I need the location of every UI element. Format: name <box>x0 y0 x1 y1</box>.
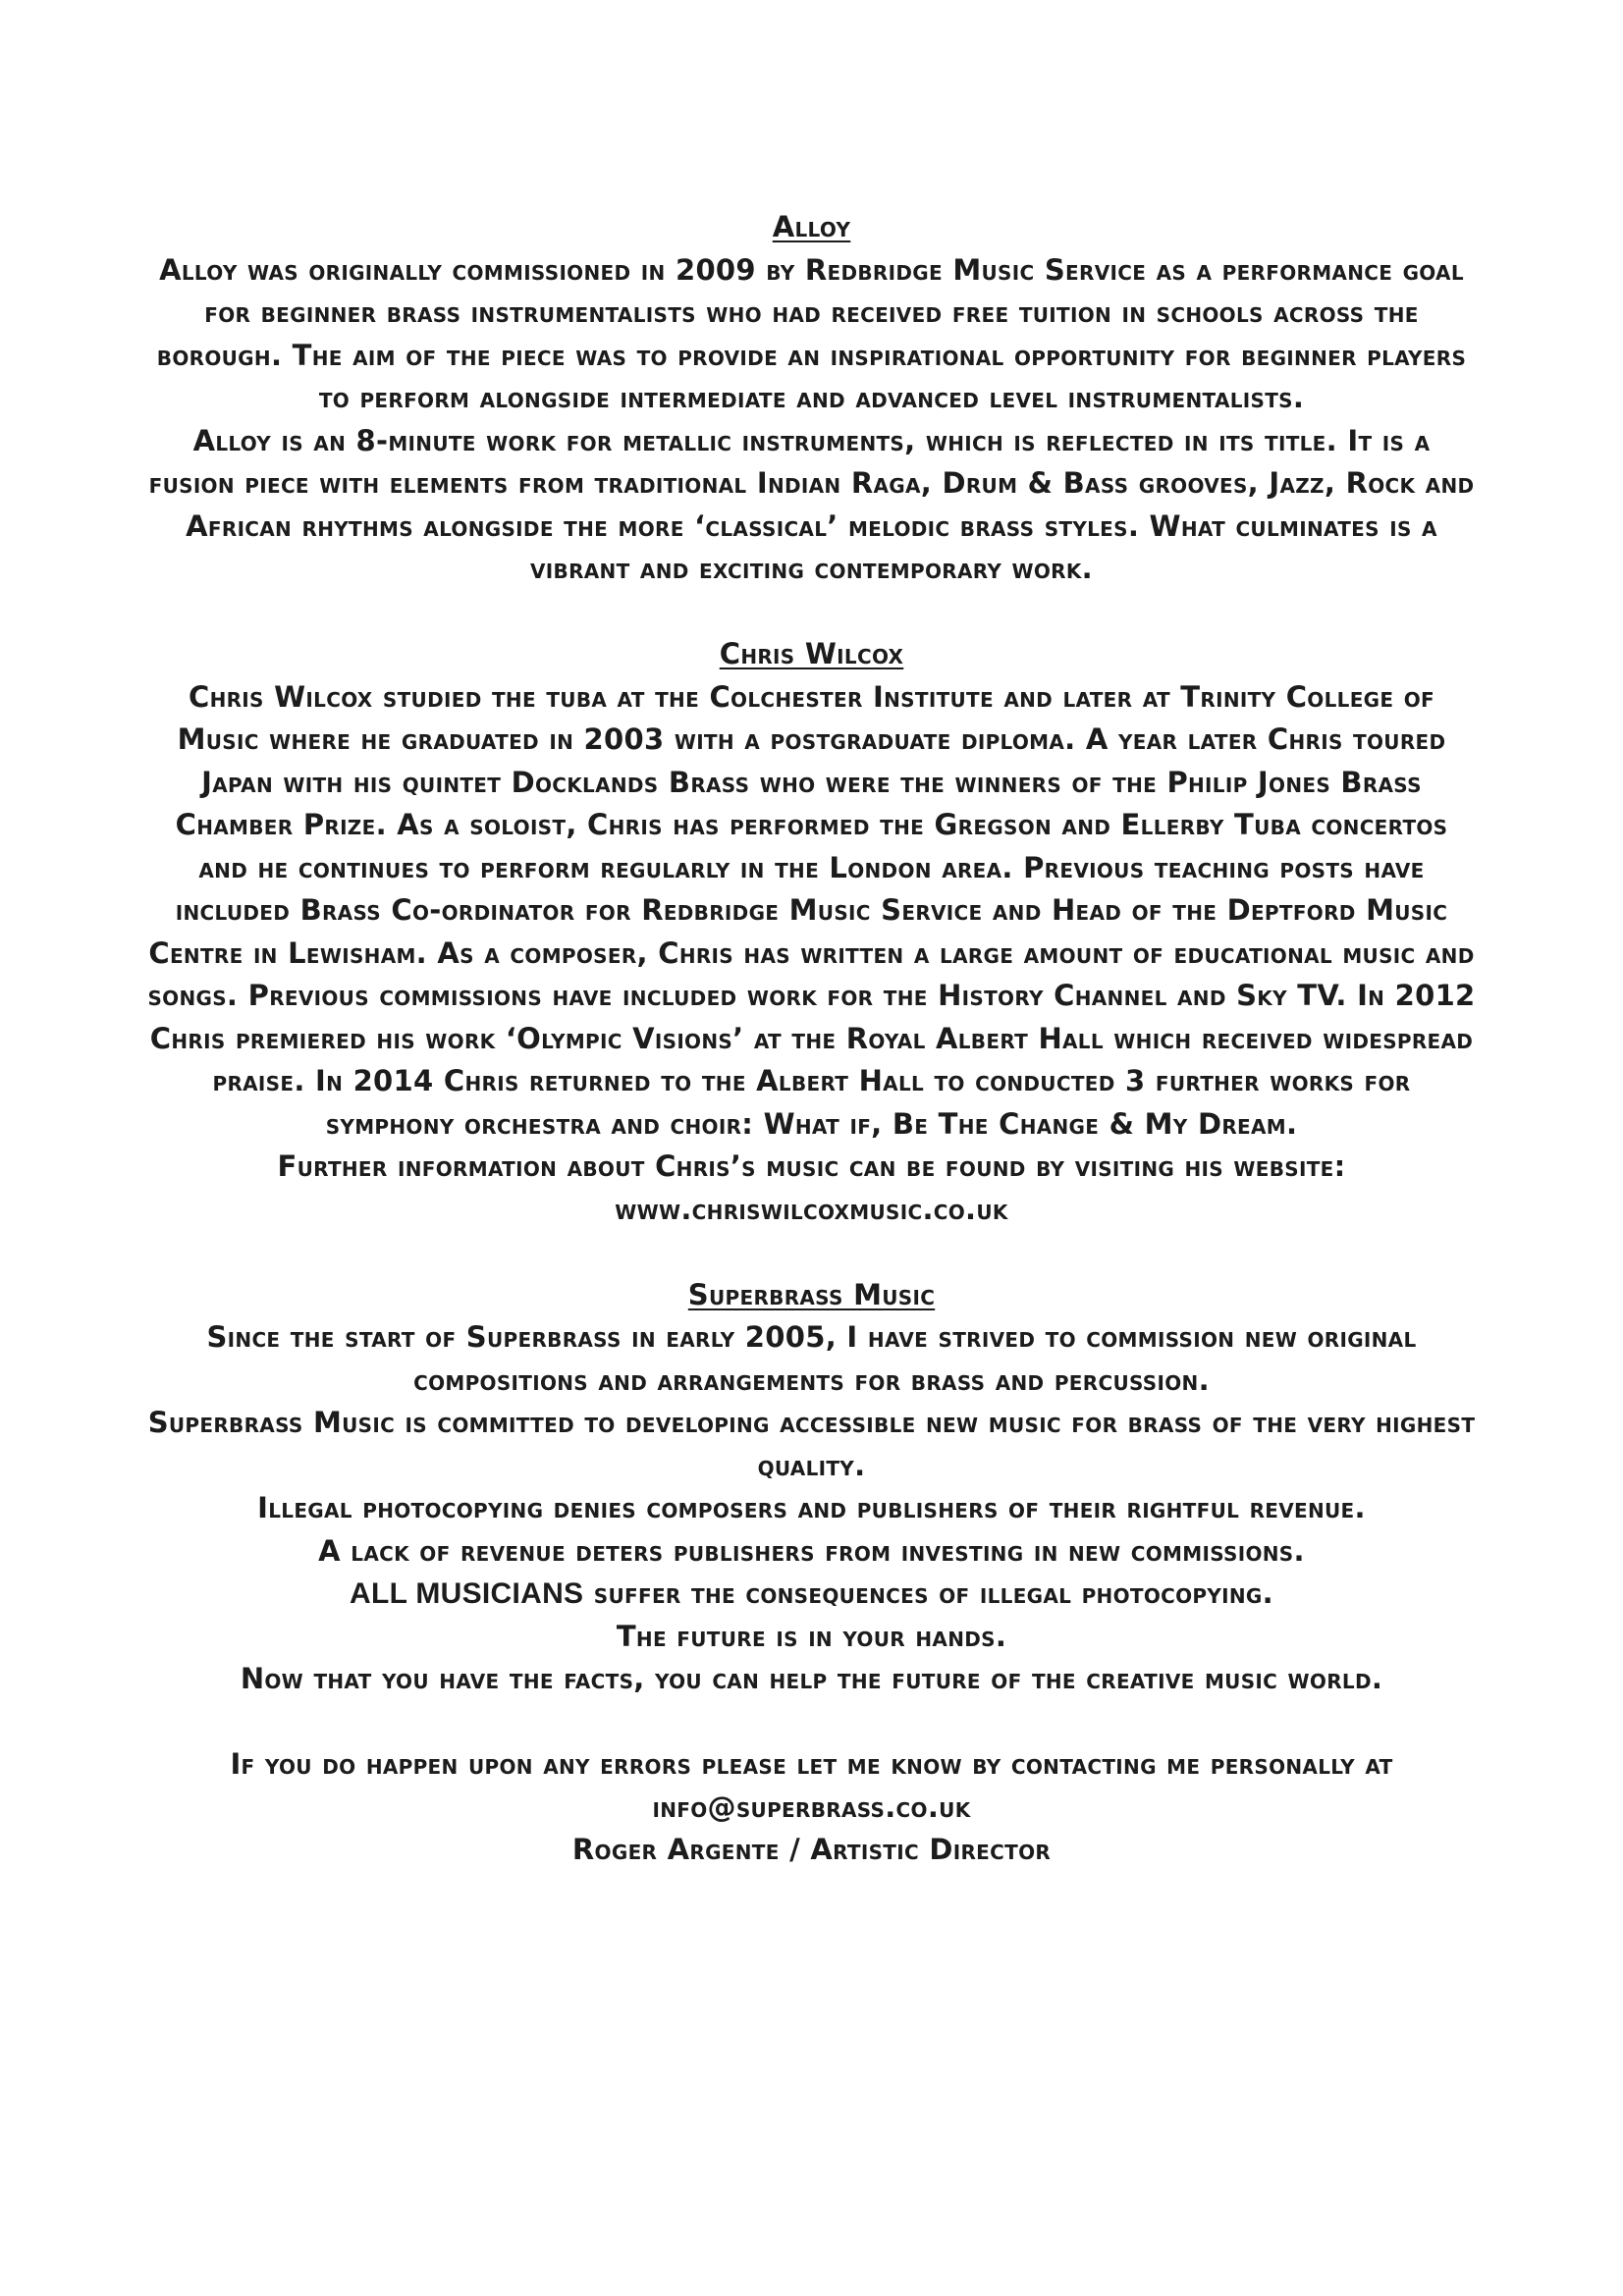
section-spacer <box>147 1231 1476 1274</box>
musicians-emphasis: ALL MUSICIANS <box>350 1577 584 1610</box>
alloy-description: Alloy was originally commissioned in 2009 by Redbridge Music Service as a performance goal for beginner brass instrumentalists who had received free tuition in schools across the borough. The aim of the piece was to provide an inspirational opportunity for beginner players to perform alongside intermediate and advanced level instrumentalists. <box>156 252 1467 414</box>
future-statement: The future is in your hands. <box>616 1619 1007 1653</box>
document-page <box>147 206 1476 1872</box>
composer-further-info: Further information about Chris’s music can be found by visiting his website: <box>277 1149 1346 1183</box>
superbrass-commitment: Superbrass Music is committed to developing accessible new music for brass of the very highest quality. <box>147 1406 1476 1482</box>
revenue-warning: A lack of revenue deters publishers from investing in new commissions. <box>318 1533 1305 1568</box>
superbrass-section <box>147 1274 1476 1701</box>
alloy-style-description: Alloy is an 8-minute work for metallic instruments, which is reflected in its title. It is a fusion piece with elements from traditional Indian Raga, Drum & Bass grooves, Jazz, Rock and African rhythms alongside the more ‘classical’ melodic brass styles. What culminates is a vibrant and exciting contemporary work. <box>148 423 1475 585</box>
composer-heading: Chris Wilcox <box>719 637 904 670</box>
musicians-warning-rest: suffer the consequences of illegal photocopying. <box>583 1576 1273 1610</box>
composer-website-link[interactable]: www.chriswilcoxmusic.co.uk <box>615 1192 1008 1226</box>
signature: Roger Argente / Artistic Director <box>571 1833 1052 1866</box>
contact-section <box>147 1743 1476 1872</box>
section-spacer <box>147 591 1476 634</box>
photocopying-warning: Illegal photocopying denies composers and publishers of their rightful revenue. <box>257 1491 1366 1524</box>
composer-biography: Chris Wilcox studied the tuba at the Colchester Institute and later at Trinity College of Music where he graduated in 2003 with a postgraduate diploma. A year later Chris toured Japan with his quintet Docklands Brass who were the winners of the Philip Jones Brass Chamber Prize. As a soloist, Chris has performed the Gregson and Ellerby Tuba concertos and he continues to perform regularly in the London area. Previous teaching posts have included Brass Co-ordinator for Redbridge Music Service and Head of the Deptford Music Centre in Lewisham. As a composer, Chris has written a large amount of educational music and songs. Previous commissions have included work for the History Channel and Sky TV. In 2012 Chris premiered his work ‘Olympic Visions’ at the Royal Albert Hall which received widespread praise. In 2014 Chris returned to the Albert Hall to conducted 3 further works for symphony orchestra and choir: What if, Be The Change & My Dream. <box>147 679 1476 1141</box>
alloy-heading: Alloy <box>772 210 851 243</box>
contact-email-link[interactable]: info@superbrass.co.uk <box>652 1789 971 1824</box>
section-spacer <box>147 1701 1476 1744</box>
alloy-section <box>147 206 1476 591</box>
superbrass-heading: Superbrass Music <box>687 1277 936 1311</box>
musicians-warning <box>147 1573 1476 1616</box>
contact-text: If you do happen upon any errors please let me know by contacting me personally at <box>230 1747 1393 1781</box>
superbrass-intro: Since the start of Superbrass in early 2005, I have strived to commission new original compositions and arrangements for brass and percussion. <box>206 1320 1417 1397</box>
composer-section <box>147 633 1476 1231</box>
facts-statement: Now that you have the facts, you can help the future of the creative music world. <box>240 1662 1383 1695</box>
